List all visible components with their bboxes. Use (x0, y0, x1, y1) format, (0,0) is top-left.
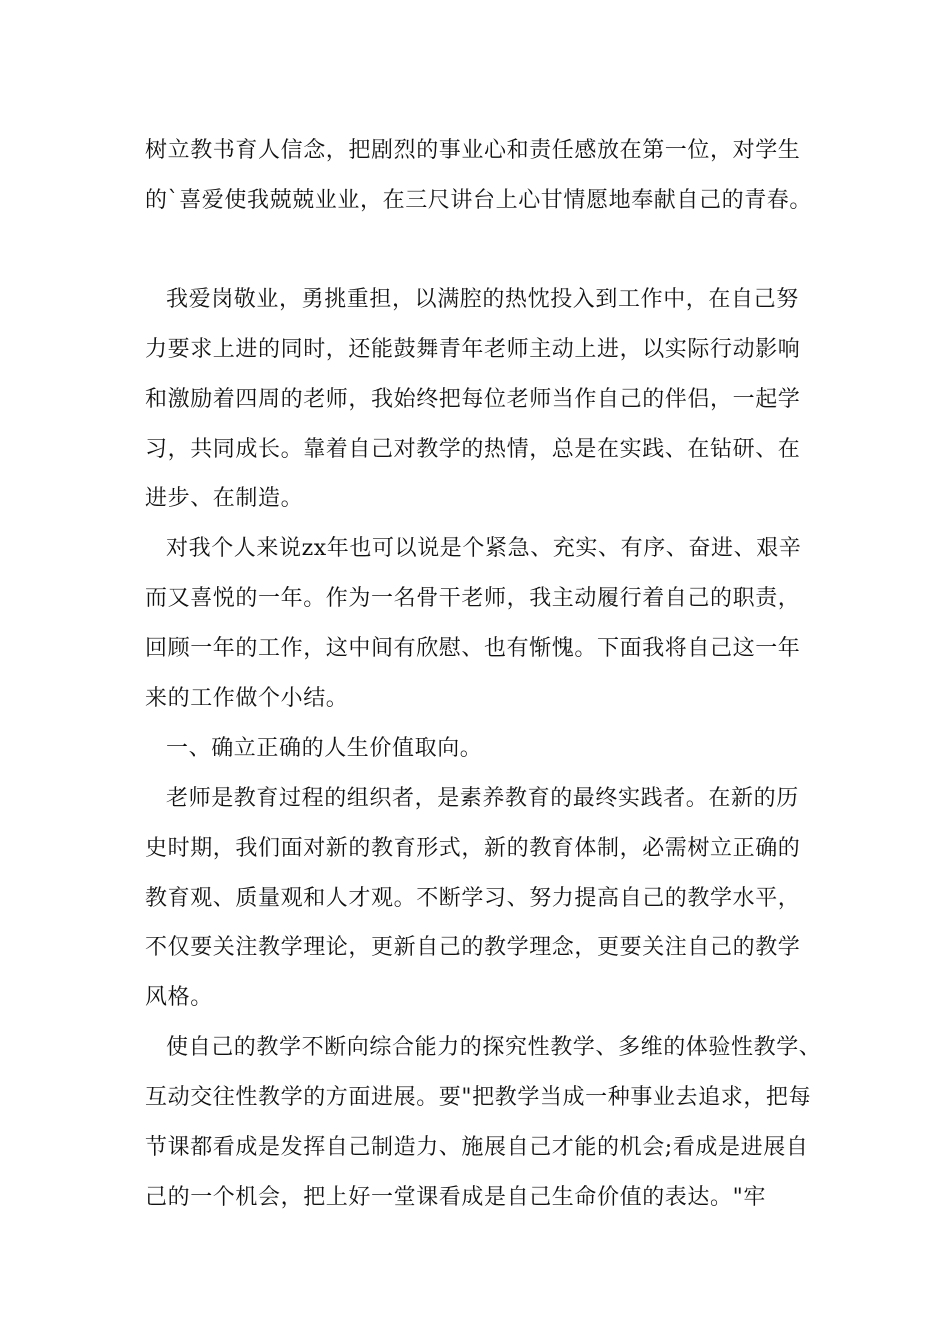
text-line: 来的工作做个小结。 (145, 686, 349, 711)
text-line: 进步、在制造。 (145, 486, 304, 511)
paragraph-first-line: 使自己的教学不断向综合能力的探究性教学、多维的体验性教学、 (166, 1035, 822, 1060)
text-line: 而又喜悦的一年。作为一名骨干老师，我主动履行着自己的职责， (145, 586, 801, 611)
text-line: 教育观、质量观和人才观。不断学习、努力提高自己的教学水平， (145, 886, 801, 911)
text-line: 史时期，我们面对新的教育形式，新的教育体制，必需树立正确的 (145, 836, 801, 861)
paragraph-first-line: 我爱岗敬业，勇挑重担，以满腔的热忱投入到工作中，在自己努 (166, 287, 799, 312)
text-line: 互动交往性教学的方面进展。要"把教学当成一种事业去追求，把每 (145, 1085, 812, 1110)
text-line: 节课都看成是发挥自己制造力、施展自己才能的机会;看成是进展自 (145, 1135, 809, 1160)
text-line: 己的一个机会，把上好一堂课看成是自己生命价值的表达。"牢 (145, 1185, 766, 1210)
text-line: 习，共同成长。靠着自己对教学的热情，总是在实践、在钻研、在 (145, 437, 801, 462)
text-line: 和激励着四周的老师，我始终把每位老师当作自己的伴侣，一起学 (145, 387, 801, 412)
text-line: 树立教书育人信念，把剧烈的事业心和责任感放在第一位，对学生 (145, 138, 801, 163)
text-line: 回顾一年的工作，这中间有欣慰、也有惭愧。下面我将自己这一年 (145, 636, 801, 661)
text-line: 的`喜爱使我兢兢业业，在三尺讲台上心甘情愿地奉献自己的青春。 (145, 188, 813, 213)
paragraph-first-line: 老师是教育过程的组织者，是素养教育的最终实践者。在新的历 (166, 786, 799, 811)
paragraph-first-line: 对我个人来说zx年也可以说是个紧急、充实、有序、奋进、艰辛 (166, 536, 802, 561)
section-heading: 一、确立正确的人生价值取向。 (166, 736, 483, 761)
text-line: 不仅要关注教学理论，更新自己的教学理念，更要关注自己的教学 (145, 935, 801, 960)
text-line: 力要求上进的同时，还能鼓舞青年老师主动上进，以实际行动影响 (145, 337, 801, 362)
text-line: 风格。 (145, 985, 213, 1010)
